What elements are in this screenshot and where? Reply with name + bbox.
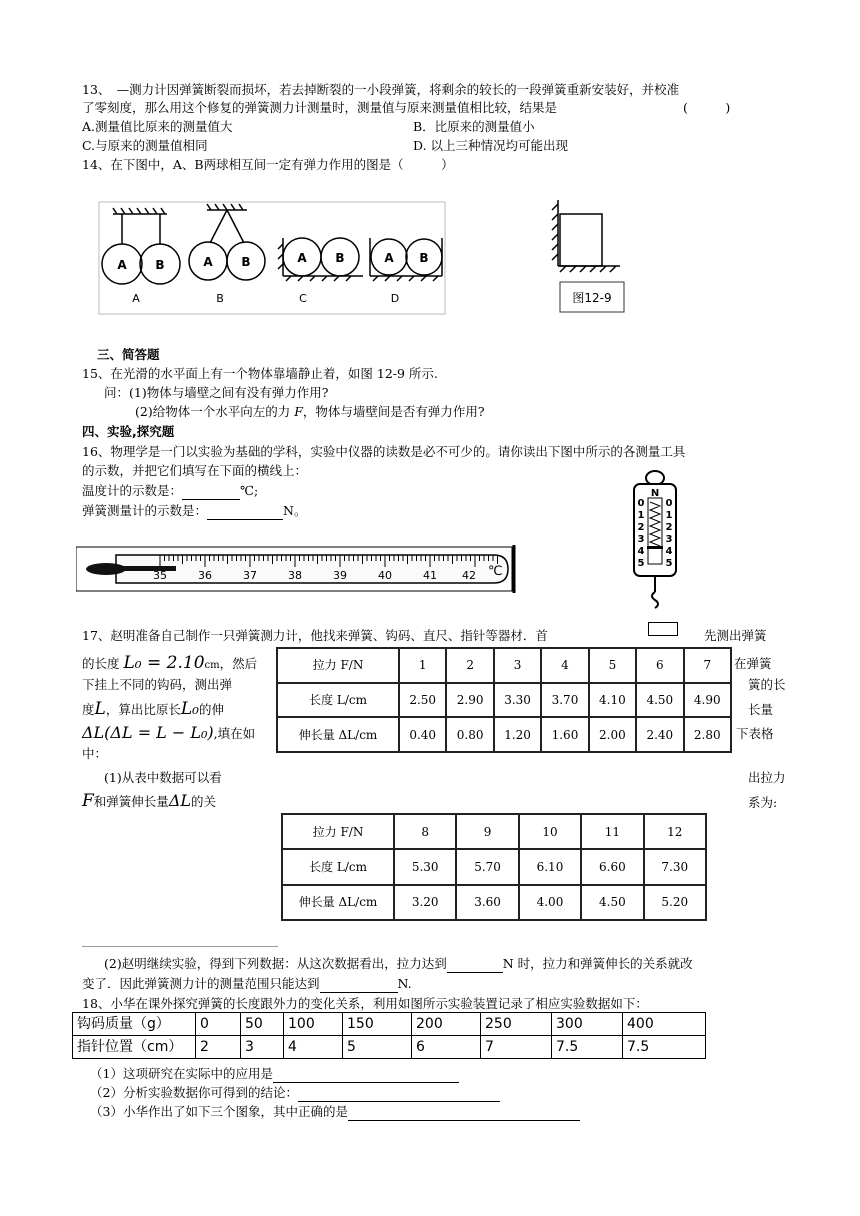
q13-paren: ( ) <box>683 100 731 115</box>
q17-l5-post: ,填在如 <box>213 726 256 741</box>
table-cell: 6.60 <box>581 849 643 884</box>
q14-figure <box>95 198 450 318</box>
thermometer <box>76 545 520 593</box>
table-cell: 7.5 <box>552 1036 623 1059</box>
q17-sub1-post: 的关 <box>191 794 217 809</box>
q14-a-ball-a: A <box>117 258 127 272</box>
spring-scale-pointer <box>647 546 663 549</box>
table1-label-force: 拉力 F/N <box>277 648 399 683</box>
q17-sub1-line2 <box>82 790 216 813</box>
table-cell: 2.50 <box>399 683 446 718</box>
q17-sub1-F: F <box>82 791 94 811</box>
table-row <box>282 885 706 920</box>
q15-line3 <box>135 404 485 421</box>
q18-sub1-blank[interactable] <box>273 1068 459 1083</box>
table-cell: 4 <box>541 648 588 683</box>
q13-option-a: A.测量值比原来的测量值大 <box>82 119 233 134</box>
table-row <box>282 814 706 849</box>
thermometer-unit: ℃ <box>488 564 503 579</box>
table-cell: 2 <box>196 1036 241 1059</box>
table-cell: 2 <box>446 648 493 683</box>
table-cell: 4.00 <box>519 885 581 920</box>
table-cell: 3 <box>494 648 541 683</box>
q16-thermo-line <box>82 483 258 500</box>
q14-fig-a <box>102 208 180 284</box>
table-cell: 1 <box>399 648 446 683</box>
table-cell: 6 <box>412 1036 481 1059</box>
fig-12-9-block <box>560 214 602 266</box>
table-cell: 2.00 <box>589 717 636 752</box>
table-cell: 6 <box>636 648 683 683</box>
q17-sub2-line2-pre: 变了．因此弹簧测力计的测量范围只能达到 <box>82 976 320 991</box>
q13-line1: 13、 —测力计因弹簧断裂而损坏，若去掉断裂的一小段弹簧，将剩余的较长的一段弹簧重新安装好，并校准 <box>82 82 680 97</box>
q17-l2-formula: L₀ = 2.10 <box>123 653 205 673</box>
table-cell: 400 <box>623 1013 706 1036</box>
thermo-tick-36: 36 <box>198 569 212 582</box>
q17-sub2-line1 <box>104 956 693 973</box>
table-cell: 7 <box>684 648 731 683</box>
table-cell: 9 <box>456 814 518 849</box>
table-row <box>277 683 731 718</box>
q14-fig-d <box>370 238 442 281</box>
thermometer-column <box>116 566 176 571</box>
section3-title: 三、简答题 <box>97 347 160 362</box>
q17-line1: 17、赵明准备自己制作一只弹簧测力计，他找来弹簧、钩码、直尺、指针等器材．首 <box>82 628 548 643</box>
q17-line5 <box>82 722 255 744</box>
thermo-tick-37: 37 <box>243 569 257 582</box>
spring-left-5: 5 <box>637 558 645 569</box>
q13-option-b: B．比原来的测量值小 <box>413 119 535 134</box>
q17-sub2-post: N 时，拉力和弹簧伸长的关系就改 <box>502 956 693 971</box>
table-row <box>277 717 731 752</box>
spring-right-0: 0 <box>665 498 673 509</box>
q17-l4-post: 的伸 <box>198 702 224 717</box>
q17-answer-line[interactable] <box>82 946 278 947</box>
table-row <box>73 1013 706 1036</box>
q17-l2-pre: 的长度 <box>82 656 120 671</box>
table2-label-length: 长度 L/cm <box>282 849 394 884</box>
q14-label-d: D <box>390 292 400 305</box>
thermo-tick-39: 39 <box>333 569 347 582</box>
table-row <box>277 648 731 683</box>
table-cell: 5.30 <box>394 849 456 884</box>
spring-right-4: 4 <box>665 546 673 557</box>
table-cell: 3.20 <box>394 885 456 920</box>
q16-spring-line <box>82 503 306 520</box>
q17-l5-right: 下表格 <box>736 726 774 741</box>
q13-line2-text: 了零刻度，那么用这个修复的弹簧测力计测量时，测量值与原来测量值相比较，结果是 <box>82 100 558 115</box>
spring-right-3: 3 <box>665 534 673 545</box>
table-cell: 1.20 <box>494 717 541 752</box>
q18-sub3: （3）小华作出了如下三个图象，其中正确的是 <box>90 1104 348 1119</box>
q17-l4-L: L <box>94 699 106 719</box>
thermo-tick-40: 40 <box>378 569 392 582</box>
q14-b-ball-b: B <box>241 255 251 269</box>
q17-table2 <box>281 813 707 921</box>
q17-l4-mid: ，算出比原长 <box>105 702 181 717</box>
table-cell: 2.40 <box>636 717 683 752</box>
q17-line1-end: 先测出弹簧 <box>704 628 767 643</box>
q17-l3-right: 簧的长 <box>748 677 786 692</box>
q17-l2-post: ，然后 <box>219 656 258 671</box>
q17-line3: 下挂上不同的钩码，测出弹 <box>82 677 233 692</box>
table-cell: 4.90 <box>684 683 731 718</box>
table-cell: 2.90 <box>446 683 493 718</box>
q14-fig-c <box>278 238 363 281</box>
table-cell: 50 <box>241 1013 284 1036</box>
q16-thermo-unit: ℃; <box>240 483 259 498</box>
q14-c-ball-b: B <box>335 251 345 265</box>
q18-sub3-line <box>90 1104 580 1121</box>
thermo-tick-38: 38 <box>288 569 302 582</box>
q13-line2 <box>82 100 557 117</box>
q18-row1-label: 钩码质量（g） <box>73 1013 196 1036</box>
q16-thermo-label: 温度计的示数是： <box>82 483 183 498</box>
q17-l4-pre: 度 <box>82 702 95 717</box>
q17-sub1-right: 出拉力 <box>748 770 786 785</box>
q14-text: 14、在下图中，A、B两球相互间一定有弹力作用的图是（ ） <box>82 157 454 172</box>
q16-line2: 的示数，并把它们填写在下面的横线上： <box>82 463 308 478</box>
table-cell: 6.10 <box>519 849 581 884</box>
spring-left-3: 3 <box>637 534 645 545</box>
table-cell: 250 <box>481 1013 552 1036</box>
table-cell: 3.70 <box>541 683 588 718</box>
table-cell: 7.5 <box>623 1036 706 1059</box>
table-cell: 3 <box>241 1036 284 1059</box>
q18-sub2-blank[interactable] <box>298 1087 500 1102</box>
q16-thermo-blank[interactable] <box>182 485 240 500</box>
q18-sub2: （2）分析实验数据你可得到的结论： <box>90 1085 298 1100</box>
q18-table <box>72 1012 706 1059</box>
q17-sub2-line2 <box>82 976 412 993</box>
q14-b-ball-a: A <box>203 255 213 269</box>
q16-spring-label: 弹簧测量计的示数是： <box>82 503 208 518</box>
q13-option-d: D. 以上三种情况均可能出现 <box>413 138 569 153</box>
q14-label-b: B <box>216 292 224 305</box>
q14-d-ball-a: A <box>384 251 394 265</box>
table-cell: 3.30 <box>494 683 541 718</box>
q15-force-f: F <box>294 404 303 419</box>
q17-sub1: (1)从表中数据可以看 <box>104 770 222 785</box>
q16-line1: 16、物理学是一门以实验为基础的学科，实验中仪器的读数是必不可少的。请你读出下图中所示的各测量工具 <box>82 444 686 459</box>
table-cell: 300 <box>552 1013 623 1036</box>
table-row <box>282 849 706 884</box>
q14-label-a: A <box>132 292 140 305</box>
table-cell: 12 <box>644 814 706 849</box>
section4-title: 四、实验,探究题 <box>82 424 175 439</box>
table-cell: 5.20 <box>644 885 706 920</box>
q17-line4 <box>82 698 224 721</box>
table-cell: 150 <box>343 1013 412 1036</box>
q17-l4-L0: L₀ <box>180 699 199 719</box>
spring-left-0: 0 <box>637 498 645 509</box>
q17-sub1-dl: ΔL <box>168 791 191 810</box>
q15-line3-pre: (2)给物体一个水平向左的力 <box>135 404 295 419</box>
table-cell: 200 <box>412 1013 481 1036</box>
spring-scale-hook <box>652 592 658 608</box>
q17-l5-formula: ΔL(ΔL = L − L₀) <box>82 723 214 742</box>
q16-spring-blank[interactable] <box>207 505 283 520</box>
fig-12-9-caption: 图12-9 <box>572 291 612 305</box>
spring-right-2: 2 <box>665 522 673 533</box>
spring-scale-weight <box>648 622 678 636</box>
table-cell: 3.60 <box>456 885 518 920</box>
table-cell: 2.80 <box>684 717 731 752</box>
spring-left-4: 4 <box>637 546 645 557</box>
q17-l2-unit: cm <box>204 660 220 671</box>
spring-scale-ring <box>646 471 664 485</box>
q16-spring-unit: N。 <box>283 503 307 518</box>
q18-sub1-line <box>90 1066 459 1083</box>
table-cell: 4 <box>284 1036 343 1059</box>
table1-label-elong: 伸长量 ΔL/cm <box>277 717 399 752</box>
thermo-tick-35: 35 <box>153 569 167 582</box>
q17-l2-right: 在弹簧 <box>734 656 772 671</box>
q14-label-c: C <box>299 292 307 305</box>
thermo-tick-41: 41 <box>423 569 437 582</box>
spring-scale <box>628 468 682 610</box>
table2-label-force: 拉力 F/N <box>282 814 394 849</box>
spring-scale-unit: N <box>650 488 660 499</box>
q17-sub2-line2-post: N. <box>397 976 412 991</box>
q14-c-ball-a: A <box>297 251 307 265</box>
table1-label-length: 长度 L/cm <box>277 683 399 718</box>
q17-sub2-blank1[interactable] <box>447 958 503 973</box>
q18-row2-label: 指针位置（cm） <box>73 1036 196 1059</box>
table-cell: 4.50 <box>581 885 643 920</box>
q15-line1: 15、在光滑的水平面上有一个物体靠墙静止着，如图 12-9 所示. <box>82 366 438 381</box>
q18-sub3-blank[interactable] <box>348 1106 580 1121</box>
fig-12-9 <box>540 194 630 320</box>
table-cell: 1.60 <box>541 717 588 752</box>
q13-option-c: C.与原来的测量值相同 <box>82 138 208 153</box>
spring-left-2: 2 <box>637 522 645 533</box>
table-cell: 0.40 <box>399 717 446 752</box>
q17-l4-right: 长量 <box>748 702 774 717</box>
table-cell: 8 <box>394 814 456 849</box>
q14-a-ball-b: B <box>155 258 165 272</box>
table-cell: 7.30 <box>644 849 706 884</box>
table-cell: 5 <box>343 1036 412 1059</box>
q15-line3-post: ，物体与墙壁间是否有弹力作用? <box>302 404 485 419</box>
table-cell: 7 <box>481 1036 552 1059</box>
q17-sub2-pre: (2)赵明继续实验，得到下列数据：从这次数据看出，拉力达到 <box>104 956 447 971</box>
spring-left-1: 1 <box>637 510 645 521</box>
q17-line2 <box>82 652 257 675</box>
q17-sub1-mid: 和弹簧伸长量 <box>93 794 169 809</box>
q18-text: 18、小华在课外探究弹簧的长度跟外力的变化关系，利用如图所示实验装置记录了相应实验数据如下： <box>82 996 648 1011</box>
table-cell: 0.80 <box>446 717 493 752</box>
spring-right-5: 5 <box>665 558 673 569</box>
table-cell: 0 <box>196 1013 241 1036</box>
q17-sub1-l2-right: 系为: <box>748 795 778 810</box>
q18-sub1: （1）这项研究在实际中的应用是 <box>90 1066 273 1081</box>
q17-table1 <box>276 647 732 753</box>
q15-line2: 问：(1)物体与墙壁之间有没有弹力作用? <box>104 385 329 400</box>
table-row <box>73 1036 706 1059</box>
q17-line6: 中： <box>82 746 108 761</box>
table-cell: 5 <box>589 648 636 683</box>
spring-right-1: 1 <box>665 510 673 521</box>
q14-fig-b <box>189 204 265 280</box>
table-cell: 5.70 <box>456 849 518 884</box>
table2-label-elong: 伸长量 ΔL/cm <box>282 885 394 920</box>
table-cell: 11 <box>581 814 643 849</box>
table-cell: 10 <box>519 814 581 849</box>
table-cell: 4.50 <box>636 683 683 718</box>
q17-sub2-blank2[interactable] <box>320 978 398 993</box>
table-cell: 100 <box>284 1013 343 1036</box>
table-cell: 4.10 <box>589 683 636 718</box>
thermo-tick-42: 42 <box>462 569 476 582</box>
q18-sub2-line <box>90 1085 500 1102</box>
q14-d-ball-b: B <box>419 251 429 265</box>
